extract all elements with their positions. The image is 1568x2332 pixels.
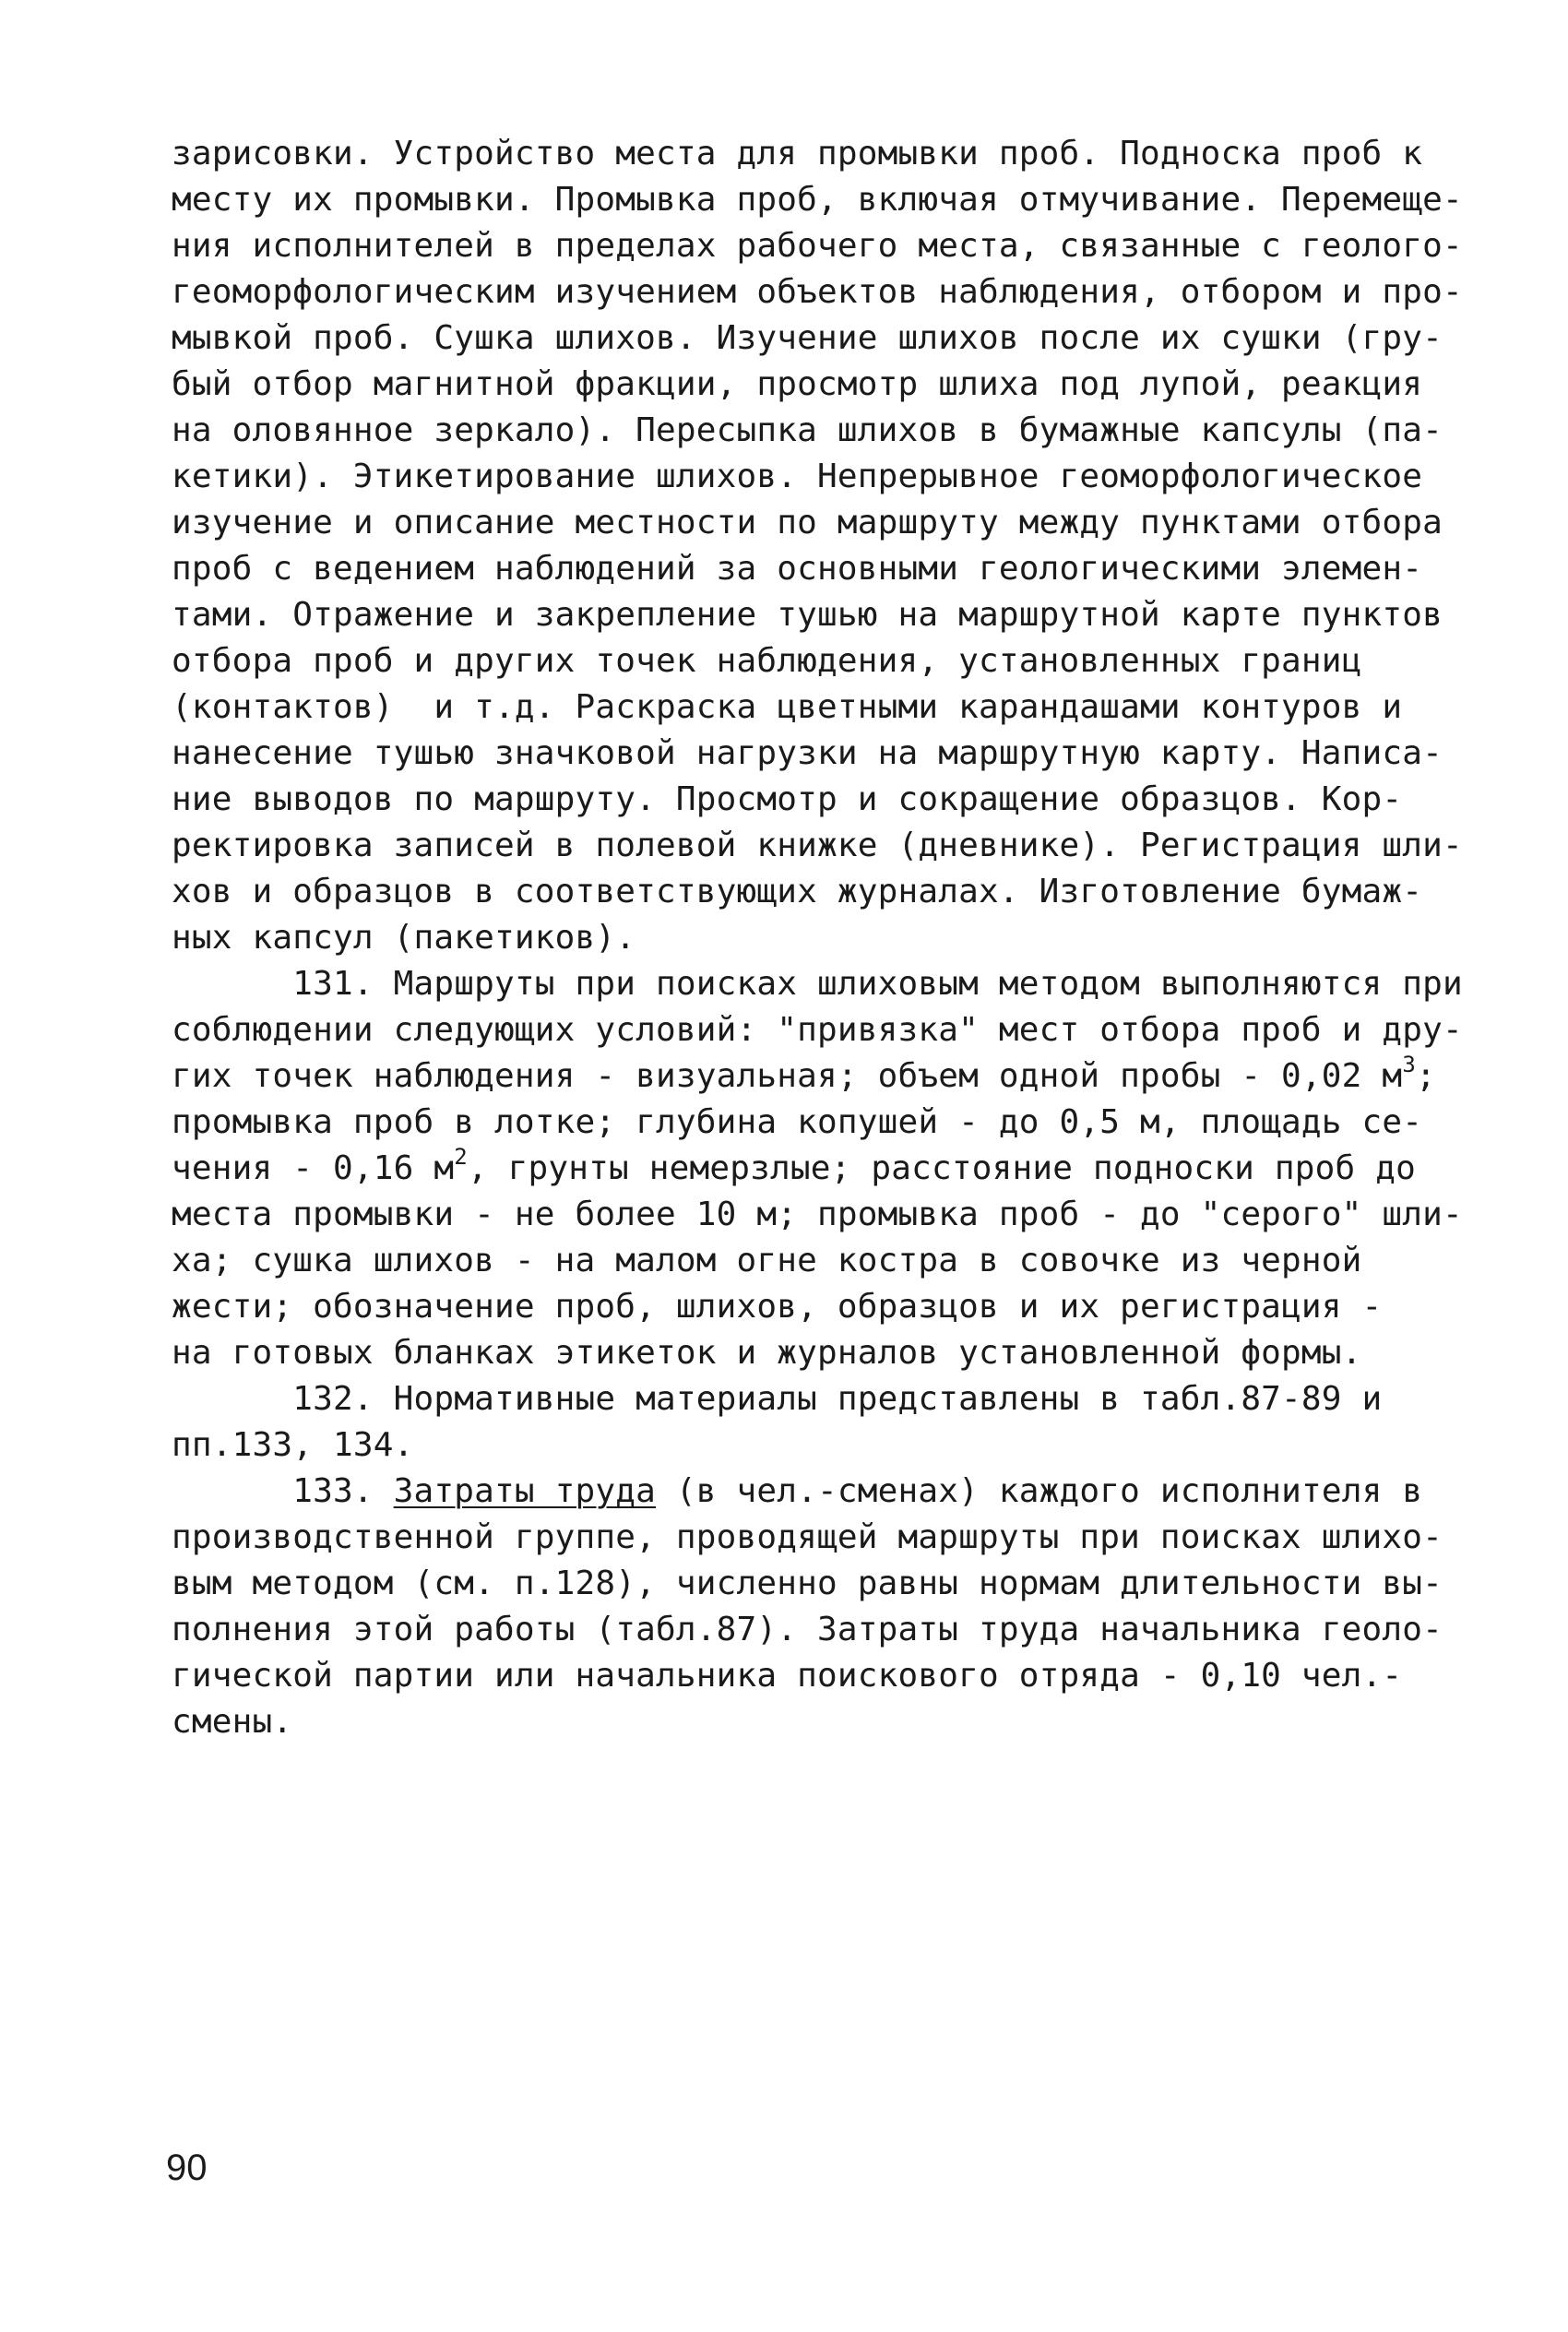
text-line: нанесение тушью значковой нагрузки на маршрутную карту. Написа- xyxy=(172,734,1443,772)
text-line xyxy=(172,1052,1436,1102)
text-line: полнения этой работы (табл.87). Затраты труда начальника геоло- xyxy=(172,1611,1443,1648)
text-line: на оловянное зеркало). Пересыпка шлихов в бумажные капсулы (па- xyxy=(172,411,1443,449)
text-line: гической партии или начальника поискового отряда - 0,10 чел.- xyxy=(172,1657,1403,1695)
text-line: соблюдении следующих условий: "привязка" мест отбора проб и дру- xyxy=(172,1011,1463,1049)
superscript-cubic: 3 xyxy=(1402,1052,1416,1077)
superscript-square: 2 xyxy=(454,1144,468,1170)
text-line: (контактов) и т.д. Раскраска цветными карандашами контуров и xyxy=(172,688,1403,726)
text-line: хов и образцов в соответствующих журналах. Изготовление бумаж- xyxy=(172,873,1423,910)
text-segment: (в чел.-сменах) каждого исполнителя в xyxy=(656,1472,1423,1510)
text-segment: , грунты немерзлые; расстояние подноски проб до xyxy=(467,1149,1416,1187)
text-line: на готовых бланках этикеток и журналов установленной формы. xyxy=(172,1334,1362,1372)
text-segment: 133. xyxy=(172,1472,394,1510)
text-line: производственной группе, проводящей маршруты при поисках шлихо- xyxy=(172,1518,1443,1556)
text-line: пп.133, 134. xyxy=(172,1426,414,1464)
text-line: ния исполнителей в пределах рабочего места, связанные с геолого- xyxy=(172,227,1463,265)
text-line: ха; сушка шлихов - на малом огне костра в совочке из черной xyxy=(172,1242,1362,1279)
text-line: ректировка записей в полевой книжке (дневнике). Регистрация шли- xyxy=(172,827,1463,864)
text-line: кетики). Этикетирование шлихов. Непрерывное геоморфологическое xyxy=(172,458,1423,495)
paragraph-131-start: 131. Маршруты при поисках шлиховым методом выполняются при xyxy=(172,965,1463,1003)
text-line: бый отбор магнитной фракции, просмотр шлиха под лупой, реакция xyxy=(172,365,1423,403)
text-line: проб с ведением наблюдений за основными геологическими элемен- xyxy=(172,550,1423,588)
text-line: вым методом (см. п.128), численно равны нормам длительности вы- xyxy=(172,1565,1443,1602)
text-line: смены. xyxy=(172,1703,293,1741)
text-line: ных капсул (пакетиков). xyxy=(172,919,636,957)
paragraph-132-start: 132. Нормативные материалы представлены в табл.87-89 и xyxy=(172,1380,1383,1418)
text-line: жести; обозначение проб, шлихов, образцов и их регистрация - xyxy=(172,1288,1383,1326)
text-segment: чения - 0,16 м xyxy=(172,1149,455,1187)
text-line: отбора проб и других точек наблюдения, установленных границ xyxy=(172,642,1362,680)
text-line: зарисовки. Устройство места для промывки проб. Подноска проб к xyxy=(172,135,1423,173)
text-line: места промывки - не более 10 м; промывка проб - до "серого" шли- xyxy=(172,1196,1463,1233)
text-line: мывкой проб. Сушка шлихов. Изучение шлихов после их сушки (гру- xyxy=(172,319,1443,357)
text-line: промывка проб в лотке; глубина копушей - до 0,5 м, площадь се- xyxy=(172,1103,1423,1141)
text-segment: ; xyxy=(1415,1057,1436,1095)
text-line: геоморфологическим изучением объектов наблюдения, отбором и про- xyxy=(172,273,1463,311)
paragraph-133-start xyxy=(172,1469,1423,1515)
text-line: изучение и описание местности по маршруту между пунктами отбора xyxy=(172,504,1443,541)
text-line xyxy=(172,1144,1416,1195)
text-segment: гих точек наблюдения - визуальная; объем одной пробы - 0,02 м xyxy=(172,1057,1403,1095)
text-line: ние выводов по маршруту. Просмотр и сокращение образцов. Кор- xyxy=(172,780,1403,818)
page-number: 90 xyxy=(166,2148,208,2188)
text-line: тами. Отражение и закрепление тушью на маршрутной карте пунктов xyxy=(172,596,1443,634)
underlined-term: Затраты труда xyxy=(393,1472,656,1510)
text-line: месту их промывки. Промывка проб, включая отмучивание. Перемеще- xyxy=(172,181,1463,219)
